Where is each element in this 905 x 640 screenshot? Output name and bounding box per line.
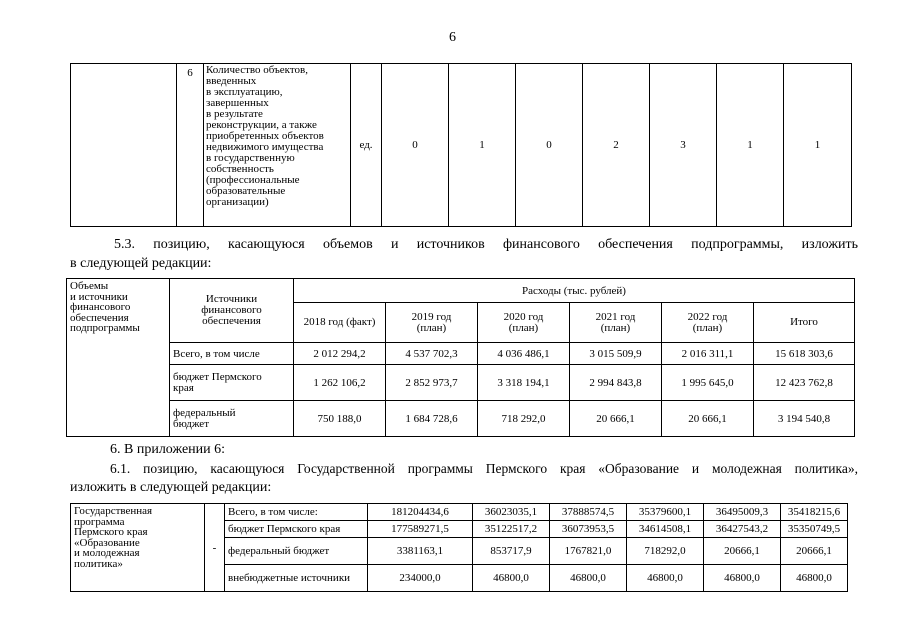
source-label: Всего, в том числе: xyxy=(225,504,368,521)
value-cell: 1 684 728,6 xyxy=(386,401,478,437)
value-cell: 35379600,1 xyxy=(627,504,704,521)
value-cell: 2 994 843,8 xyxy=(570,365,662,401)
value-cell: 3 015 509,9 xyxy=(570,343,662,365)
value-cell: 2 xyxy=(583,64,650,227)
year-header: 2020 год (план) xyxy=(478,303,570,343)
table-row xyxy=(71,64,852,227)
value-cell: 35122517,2 xyxy=(473,521,550,538)
value-cell: 20 666,1 xyxy=(662,401,754,437)
source-label: федеральный бюджет xyxy=(225,538,368,565)
paragraph-6: 6. В приложении 6: xyxy=(110,442,226,457)
value-cell: 34614508,1 xyxy=(627,521,704,538)
unit-cell: ед. xyxy=(351,64,382,227)
source-label: внебюджетные источники xyxy=(225,565,368,592)
year-header: 2022 год (план) xyxy=(662,303,754,343)
value-cell: 853717,9 xyxy=(473,538,550,565)
value-cell: 20666,1 xyxy=(781,538,848,565)
value-cell: 750 188,0 xyxy=(294,401,386,437)
value-cell: 3 xyxy=(650,64,717,227)
table-row xyxy=(67,343,855,365)
financing-corner-label: Объемы и источники финансового обеспечения подпрограммы xyxy=(67,279,170,437)
value-cell: 1 xyxy=(717,64,784,227)
financing-table xyxy=(66,278,855,437)
value-cell: 4 036 486,1 xyxy=(478,343,570,365)
source-label: Всего, в том числе xyxy=(170,343,294,365)
value-cell: 718 292,0 xyxy=(478,401,570,437)
value-cell: 0 xyxy=(382,64,449,227)
value-cell: 3 318 194,1 xyxy=(478,365,570,401)
paragraph-6-1-continuation: изложить в следующей редакции: xyxy=(70,480,272,495)
source-label: бюджет Пермского края xyxy=(225,521,368,538)
value-cell: 46800,0 xyxy=(781,565,848,592)
table-row xyxy=(67,365,855,401)
row-number: 6 xyxy=(177,64,204,227)
value-cell: 36073953,5 xyxy=(550,521,627,538)
indicator-table xyxy=(70,63,852,227)
value-cell: 36495009,3 xyxy=(704,504,781,521)
value-cell: 36427543,2 xyxy=(704,521,781,538)
value-cell: 0 xyxy=(516,64,583,227)
indicator-description: Количество объектов, введенных в эксплуатацию, завершенных в результате реконструкции, а также приобретенных объектов недвижимого имущества в государственную собственность (профессиональные образовательные организации) xyxy=(204,64,351,227)
page-number: 6 xyxy=(449,30,456,45)
value-cell: 46800,0 xyxy=(704,565,781,592)
year-header: 2021 год (план) xyxy=(570,303,662,343)
year-header: 2019 год (план) xyxy=(386,303,478,343)
value-cell: 3 194 540,8 xyxy=(754,401,855,437)
value-cell: 1 xyxy=(784,64,852,227)
value-cell: 35418215,6 xyxy=(781,504,848,521)
paragraph-6-1: 6.1. позицию, касающуюся Государственной программы Пермского края «Образование и молодежная политика», xyxy=(110,461,858,476)
total-header: Итого xyxy=(754,303,855,343)
value-cell: 2 852 973,7 xyxy=(386,365,478,401)
value-cell: 35350749,5 xyxy=(781,521,848,538)
source-label: бюджет Пермского края xyxy=(170,365,294,401)
value-cell: 1 995 645,0 xyxy=(662,365,754,401)
value-cell: 46800,0 xyxy=(473,565,550,592)
value-cell: 15 618 303,6 xyxy=(754,343,855,365)
table-row xyxy=(67,401,855,437)
table-row xyxy=(71,504,848,521)
value-cell: 20666,1 xyxy=(704,538,781,565)
paragraph-5-3-continuation: в следующей редакции: xyxy=(70,256,212,271)
dash-cell: - xyxy=(205,504,225,592)
empty-cell xyxy=(71,64,177,227)
value-cell: 718292,0 xyxy=(627,538,704,565)
year-header: 2018 год (факт) xyxy=(294,303,386,343)
value-cell: 177589271,5 xyxy=(368,521,473,538)
paragraph-5-3: 5.3. позицию, касающуюся объемов и источников финансового обеспечения подпрограммы, изложить xyxy=(114,237,858,252)
sources-header: Источники финансового обеспечения xyxy=(170,279,294,343)
program-name: Государственная программа Пермского края «Образование и молодежная политика» xyxy=(71,504,205,592)
value-cell: 46800,0 xyxy=(550,565,627,592)
value-cell: 46800,0 xyxy=(627,565,704,592)
value-cell: 4 537 702,3 xyxy=(386,343,478,365)
value-cell: 234000,0 xyxy=(368,565,473,592)
value-cell: 37888574,5 xyxy=(550,504,627,521)
table-header-row xyxy=(67,279,855,303)
value-cell: 20 666,1 xyxy=(570,401,662,437)
value-cell: 36023035,1 xyxy=(473,504,550,521)
value-cell: 181204434,6 xyxy=(368,504,473,521)
source-label: федеральный бюджет xyxy=(170,401,294,437)
program-table xyxy=(70,503,848,592)
value-cell: 1 262 106,2 xyxy=(294,365,386,401)
value-cell: 2 016 311,1 xyxy=(662,343,754,365)
value-cell: 2 012 294,2 xyxy=(294,343,386,365)
value-cell: 1 xyxy=(449,64,516,227)
expenses-header: Расходы (тыс. рублей) xyxy=(294,279,855,303)
value-cell: 1767821,0 xyxy=(550,538,627,565)
value-cell: 3381163,1 xyxy=(368,538,473,565)
value-cell: 12 423 762,8 xyxy=(754,365,855,401)
